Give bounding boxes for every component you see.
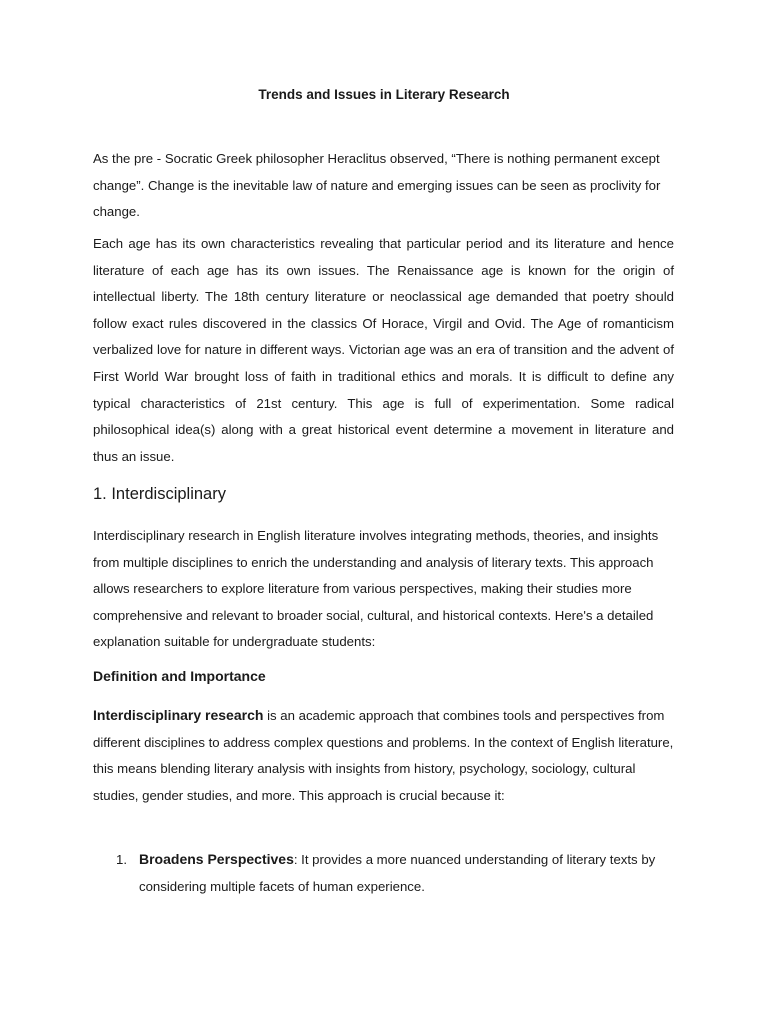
ages-paragraph: Each age has its own characteristics revealing that particular period and its literature and hence literature of each age has its own issues. The Renaissance age is known for the origin of intellectual liberty. The 18th century literature or neoclassical age demanded that poetry should follow exact rules discovered in the classics Of Horace, Virgil and Ovid. The Age of romanticism verbalized love for nature in different ways. Victorian age was an era of transition and the advent of First World War brought loss of faith in traditional ethics and morals. It is difficult to define any typical characteristics of 21st century. This age is full of experimentation. Some radical philosophical idea(s) along with a great historical event determine a movement in literature and thus an issue. xyxy=(93,236,674,464)
definition-text: is an academic approach that combines tools and perspectives from different disciplines to address complex questions and problems. In the context of English literature, this means blending literary analysis with insights from history, psychology, sociology, cultural studies, gender studies, and more. This approach is crucial because it: xyxy=(93,708,674,803)
list-item-body xyxy=(116,846,676,900)
list-item xyxy=(116,846,676,900)
list-item-term: Broadens Perspectives xyxy=(139,851,294,867)
subheading: Definition and Importance xyxy=(93,668,266,684)
document-title: Trends and Issues in Literary Research xyxy=(258,87,510,102)
definition-term: Interdisciplinary research xyxy=(93,707,264,723)
section-heading: 1. Interdisciplinary xyxy=(93,485,226,503)
definition-paragraph xyxy=(93,702,674,809)
interdisciplinary-paragraph: Interdisciplinary research in English literature involves integrating methods, theories, and insights from multiple disciplines to enrich the understanding and analysis of literary texts. This approach allows researchers to explore literature from various perspectives, making their studies more comprehensive and relevant to broader social, cultural, and historical contexts. Here's a detailed explanation suitable for undergraduate students: xyxy=(93,528,659,650)
list-item-number: 1. xyxy=(116,852,127,867)
intro-paragraph: As the pre - Socratic Greek philosopher Heraclitus observed, “There is nothing permanent except change”. Change is the inevitable law of nature and emerging issues can be seen as proclivity for change. xyxy=(93,151,661,220)
list-item-text: : It provides a more nuanced understanding of literary texts by considering multiple facets of human experience. xyxy=(139,852,656,894)
